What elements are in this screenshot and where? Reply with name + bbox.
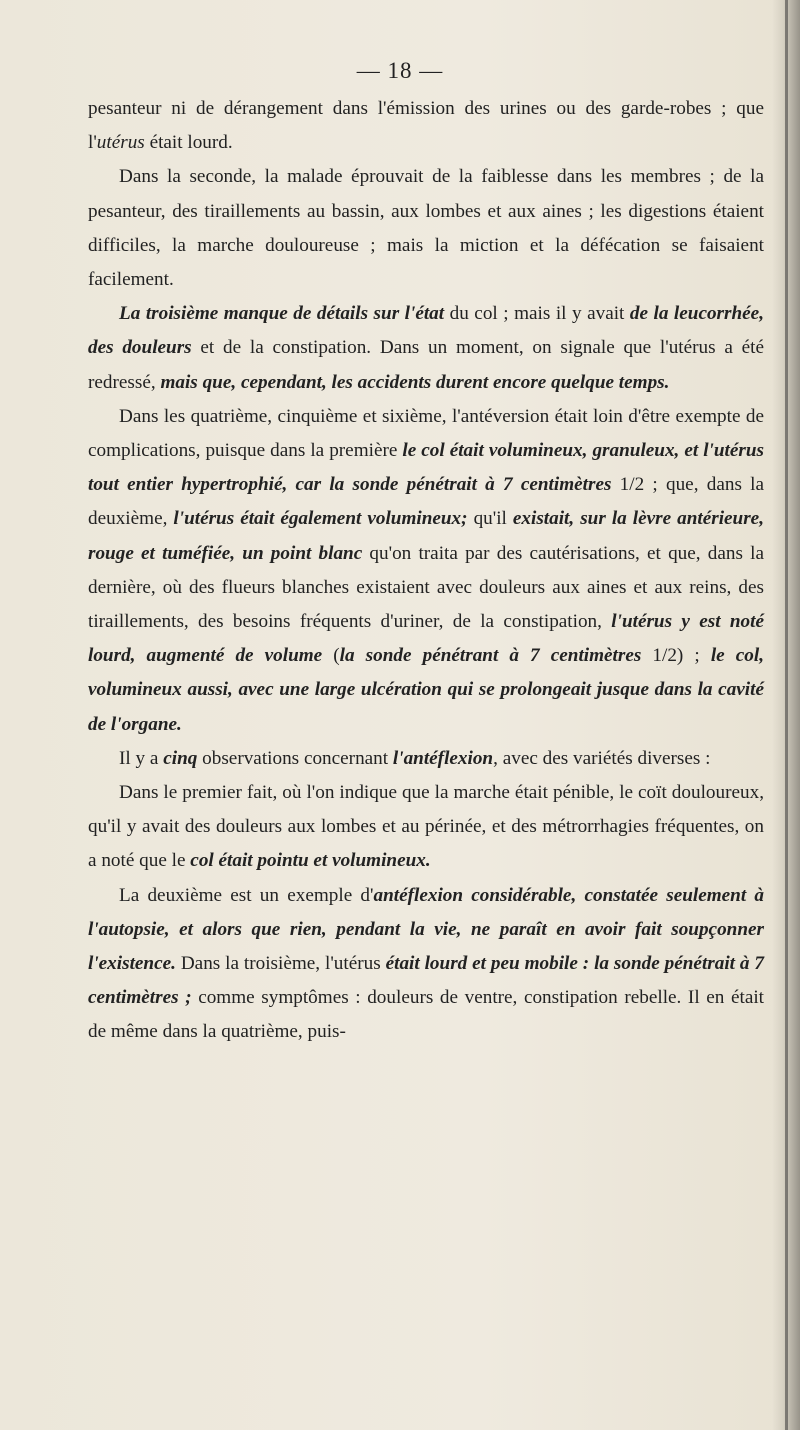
- text-run: (: [322, 645, 340, 667]
- italic-text: existait, sur la lèvre antérieure, rouge et tuméfiée, un point blanc: [88, 508, 764, 564]
- italic-text: de la leucorrhée, des douleurs: [88, 303, 764, 359]
- page-number: — 18 —: [356, 58, 444, 83]
- paragraph: [88, 92, 764, 160]
- text-run: Dans la seconde, la malade éprouvait de la faiblesse dans les membres ; de la pesanteur, des tiraillements au bassin, aux lombes et aux aines ; les digestions étaient difficiles, la marche douloureuse ; mais la miction et la défécation se faisaient facilement.: [88, 166, 764, 291]
- italic-text: mais que, cependant, les accidents durent encore quelque temps.: [160, 371, 670, 393]
- italic-text: la sonde pénétrant à 7 centimètres: [339, 645, 642, 667]
- paragraph: [88, 776, 764, 879]
- italic-text: La troisième manque de détails sur l'état: [119, 303, 445, 325]
- text-run: Dans les quatrième, cinquième et sixième, l'antéversion était loin d'être exempte de complications, puisque dans la première: [88, 405, 764, 462]
- text-run: qu'on traita par des cautérisations, et que, dans la dernière, où des flueurs blanches existaient avec douleurs aux aines et aux reins, des tiraillements, des besoins fréquents d'uriner, de la constipation,: [88, 542, 764, 633]
- text-run: comme symptômes : douleurs de ventre, constipation rebelle. Il en était de même dans la quatrième, puis-: [88, 987, 764, 1043]
- text-run: et de la constipation. Dans un moment, on signale que l'utérus a été redressé,: [88, 337, 765, 393]
- paragraph: [88, 297, 764, 400]
- paragraph: [88, 400, 764, 742]
- italic-text: antéflexion considérable, constatée seulement à l'autopsie, et alors que rien, pendant la vie, ne paraît en avoir fait soupçonner l'existence.: [88, 884, 764, 975]
- italic-text: le col était volumineux, granuleux, et l'utérus tout entier hypertrophié, car la sonde pénétrait à 7 centimètres: [88, 440, 765, 496]
- text-run: du col ; mais il y avait: [444, 303, 630, 325]
- italic-text: l'utérus était également volumineux;: [173, 508, 468, 530]
- text-run: 1/2 ; que, dans la deuxième,: [88, 474, 764, 530]
- text-run: Il y a: [119, 747, 164, 769]
- italic-text: l'utérus y est noté lourd, augmenté de volume: [88, 611, 764, 667]
- italic-text: l'antéflexion: [392, 747, 494, 769]
- text-run: qu'il: [467, 508, 513, 530]
- italic-text: était lourd et peu mobile : la sonde pénétrait à 7 centimètres ;: [88, 953, 764, 1009]
- text-run: observations concernant: [197, 747, 393, 769]
- text-run: Dans le premier fait, où l'on indique que la marche était pénible, le coït douloureux, qu'il y avait des douleurs aux lombes et au périnée, et des métrorrhagies fréquentes, on a noté que le: [88, 782, 764, 872]
- italic-text: cinq: [163, 747, 198, 769]
- paragraph: [88, 879, 764, 1050]
- italic-text: le col, volumineux aussi, avec une large ulcération qui se prolongeait jusque dans la cavité de l'organe.: [88, 645, 764, 735]
- italic-text: utérus: [96, 132, 145, 154]
- text-run: Dans la troisième, l'utérus: [175, 953, 386, 975]
- paragraph: [88, 742, 764, 776]
- text-run: était lourd.: [144, 132, 233, 154]
- text-run: 1/2) ;: [641, 645, 711, 667]
- text-run: , avec des variétés diverses :: [493, 747, 711, 769]
- binding-edge: [785, 0, 788, 1430]
- text-run: pesanteur ni de dérangement dans l'émission des urines ou des garde-robes ; que l': [88, 98, 764, 154]
- italic-text: col était pointu et volumineux.: [190, 850, 431, 872]
- body-text: [88, 92, 764, 1050]
- paragraph: [88, 160, 764, 297]
- text-run: La deuxième est un exemple d': [119, 884, 374, 906]
